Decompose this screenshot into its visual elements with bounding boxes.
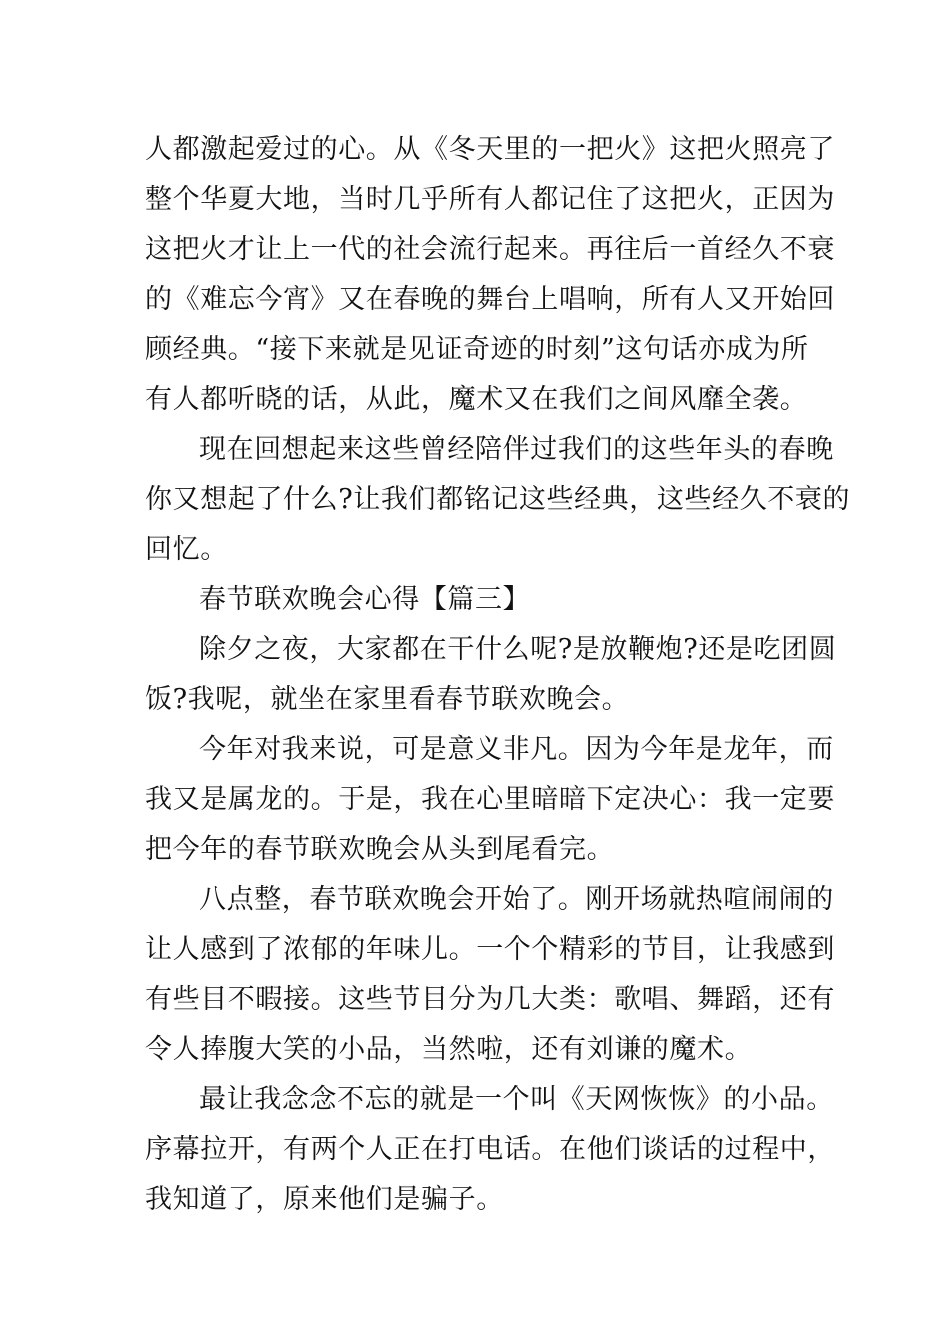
text-line-15: 把今年的春节联欢晚会从头到尾看完。 (145, 834, 615, 865)
text-line-3: 这把火才让上一代的社会流行起来。再往后一首经久不衰 (145, 234, 835, 265)
text-line-14: 我又是属龙的。于是，我在心里暗暗下定决心：我一定要 (145, 784, 835, 815)
text-line-20: 最让我念念不忘的就是一个叫《天网恢恢》的小品。 (199, 1084, 834, 1115)
text-line-13: 今年对我来说，可是意义非凡。因为今年是龙年，而 (199, 734, 834, 765)
text-line-7: 现在回想起来这些曾经陪伴过我们的这些年头的春晚 (199, 434, 834, 465)
text-line-21: 序幕拉开，有两个人正在打电话。在他们谈话的过程中， (145, 1134, 835, 1165)
text-line-17: 让人感到了浓郁的年味儿。一个个精彩的节目，让我感到 (145, 934, 835, 965)
text-line-18: 有些目不暇接。这些节目分为几大类：歌唱、舞蹈，还有 (145, 984, 835, 1015)
text-line-12: 饭?我呢，就坐在家里看春节联欢晚会。 (145, 684, 630, 715)
text-line-16: 八点整，春节联欢晚会开始了。刚开场就热喧闹闹的 (199, 884, 834, 915)
text-line-4: 的《难忘今宵》又在春晚的舞台上唱响，所有人又开始回 (145, 284, 835, 315)
text-line-19: 令人捧腹大笑的小品，当然啦，还有刘谦的魔术。 (145, 1034, 753, 1065)
section-heading: 春节联欢晚会心得【篇三】 (199, 584, 531, 615)
text-line-6: 有人都听晓的话，从此，魔术又在我们之间风靡全袭。 (145, 384, 808, 415)
text-line-8: 你又想起了什么?让我们都铭记这些经典，这些经久不衰的 (145, 484, 851, 515)
text-line-5: 顾经典。“接下来就是见证奇迹的时刻”这句话亦成为所 (145, 334, 809, 365)
text-line-22: 我知道了，原来他们是骗子。 (145, 1184, 504, 1215)
document-body (145, 125, 851, 1225)
text-line-11: 除夕之夜，大家都在干什么呢?是放鞭炮?还是吃团圆 (199, 634, 837, 665)
text-line-9: 回忆。 (145, 534, 228, 565)
text-line-2: 整个华夏大地，当时几乎所有人都记住了这把火，正因为 (145, 184, 835, 215)
text-line-1: 人都激起爱过的心。从《冬天里的一把火》这把火照亮了 (145, 134, 835, 165)
